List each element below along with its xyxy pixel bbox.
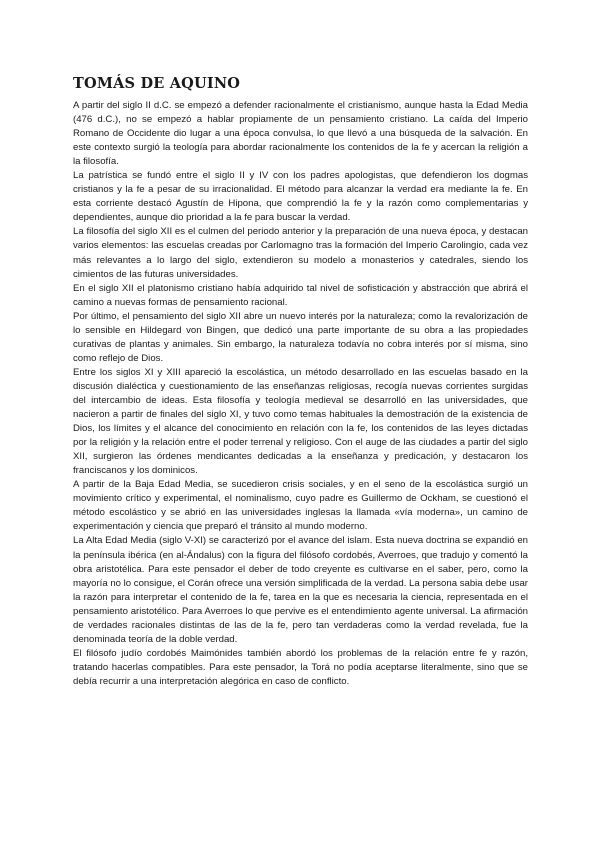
paragraph-5: Por último, el pensamiento del siglo XII abre un nuevo interés por la naturaleza; como la revalorización de lo sensible en Hildegard von Bingen, que dedicó una parte importante de su obra a las propiedades curativas de plantas y animales. Sin embargo, la naturaleza todavía no cobra interés por sí misma, sino como reflejo de Dios. — [73, 310, 528, 364]
paragraph-4: En el siglo XII el platonismo cristiano había adquirido tal nivel de sofisticación y abstracción que abrirá el camino a nuevas formas de pensamiento racional. — [73, 282, 528, 308]
paragraph-2: La patrística se fundó entre el siglo II y IV con los padres apologistas, que defendieron los dogmas cristianos y la fe a pesar de su irracionalidad. El método para alcanzar la verdad era mediante la fe. En esta corriente destacó Agustín de Hipona, que comprendió la fe y la razón como complementarias y dependientes, aunque dio prioridad a la fe para buscar la verdad. — [73, 170, 528, 224]
document-page — [73, 74, 528, 689]
paragraph-6: Entre los siglos XI y XIII apareció la escolástica, un método desarrollado en las escuelas basado en la discusión dialéctica y cuestionamiento de las enseñanzas religiosas, recogía nuevas corrientes surgidas del intercambio de ideas. Esta filosofía y teología medieval se desarrolló en las universidades, que nacieron a partir de finales del siglo XI, y tuvo como temas habituales la demostración de la existencia de Dios, los límites y el alcance del conocimiento en relación con la fe, los contenidos de las leyes dictadas por la religión y la relación entre el poder terrenal y religioso. Con el auge de las ciudades a partir del siglo XII, surgieron las órdenes mendicantes dedicadas a la enseñanza y predicación, y destacaron los franciscanos y los dominicos. — [73, 366, 528, 477]
paragraph-9: El filósofo judío cordobés Maimónides también abordó los problemas de la relación entre fe y razón, tratando hacerlas compatibles. Para este pensador, la Torá no podía aceptarse literalmente, sino que se debía recurrir a una interpretación alegórica en caso de conflicto. — [73, 647, 528, 687]
paragraph-3: La filosofía del siglo XII es el culmen del periodo anterior y la preparación de una nueva época, y destacan varios elementos: las escuelas creadas por Carlomagno tras la formación del Imperio Carolingio, cada vez más relevantes a lo largo del siglo, extendieron su modelo a monasterios y catedrales, siendo los cimientos de las futuras universidades. — [73, 226, 528, 280]
paragraph-8: La Alta Edad Media (siglo V-XI) se caracterizó por el avance del islam. Esta nueva doctrina se expandió en la península ibérica (en al-Ándalus) con la figura del filósofo cordobés, Averroes, que tradujo y comentó la obra aristotélica. Para este pensador el deber de todo creyente es cultivarse en el saber, pero, como la mayoría no lo consigue, el Corán ofrece una versión simplificada de la verdad. La persona sabia debe usar la razón para interpretar el contenido de la fe, tarea en la que es necesaria la ciencia, representada en el pensamiento aristotélico. Para Averroes lo que pervive es el entendimiento agente universal. La afirmación de verdades racionales distintas de las de la fe, pero tan verdaderas como la verdad revelada, fue la denominada teoría de la doble verdad. — [73, 535, 528, 645]
paragraph-1: A partir del siglo II d.C. se empezó a defender racionalmente el cristianismo, aunque hasta la Edad Media (476 d.C.), no se empezó a hablar propiamente de un pensamiento cristiano. La caída del Imperio Romano de Occidente dio lugar a una época convulsa, lo que llevó a una búsqueda de la salvación. En este contexto surgió la teología para abordar racionalmente los contenidos de la fe y acercan la religión a la filosofía. — [73, 100, 528, 168]
document-title: TOMÁS DE AQUINO — [73, 75, 241, 92]
paragraph-7: A partir de la Baja Edad Media, se sucedieron crisis sociales, y en el seno de la escolástica surgió un movimiento crítico y experimental, el nominalismo, cuyo padre es Guillermo de Ockham, se cuestionó el método escolástico y se abrió en las universidades inglesas la llamada «vía moderna», un camino de experimentación y ciencia que preparó el tránsito al mundo moderno. — [73, 479, 528, 533]
